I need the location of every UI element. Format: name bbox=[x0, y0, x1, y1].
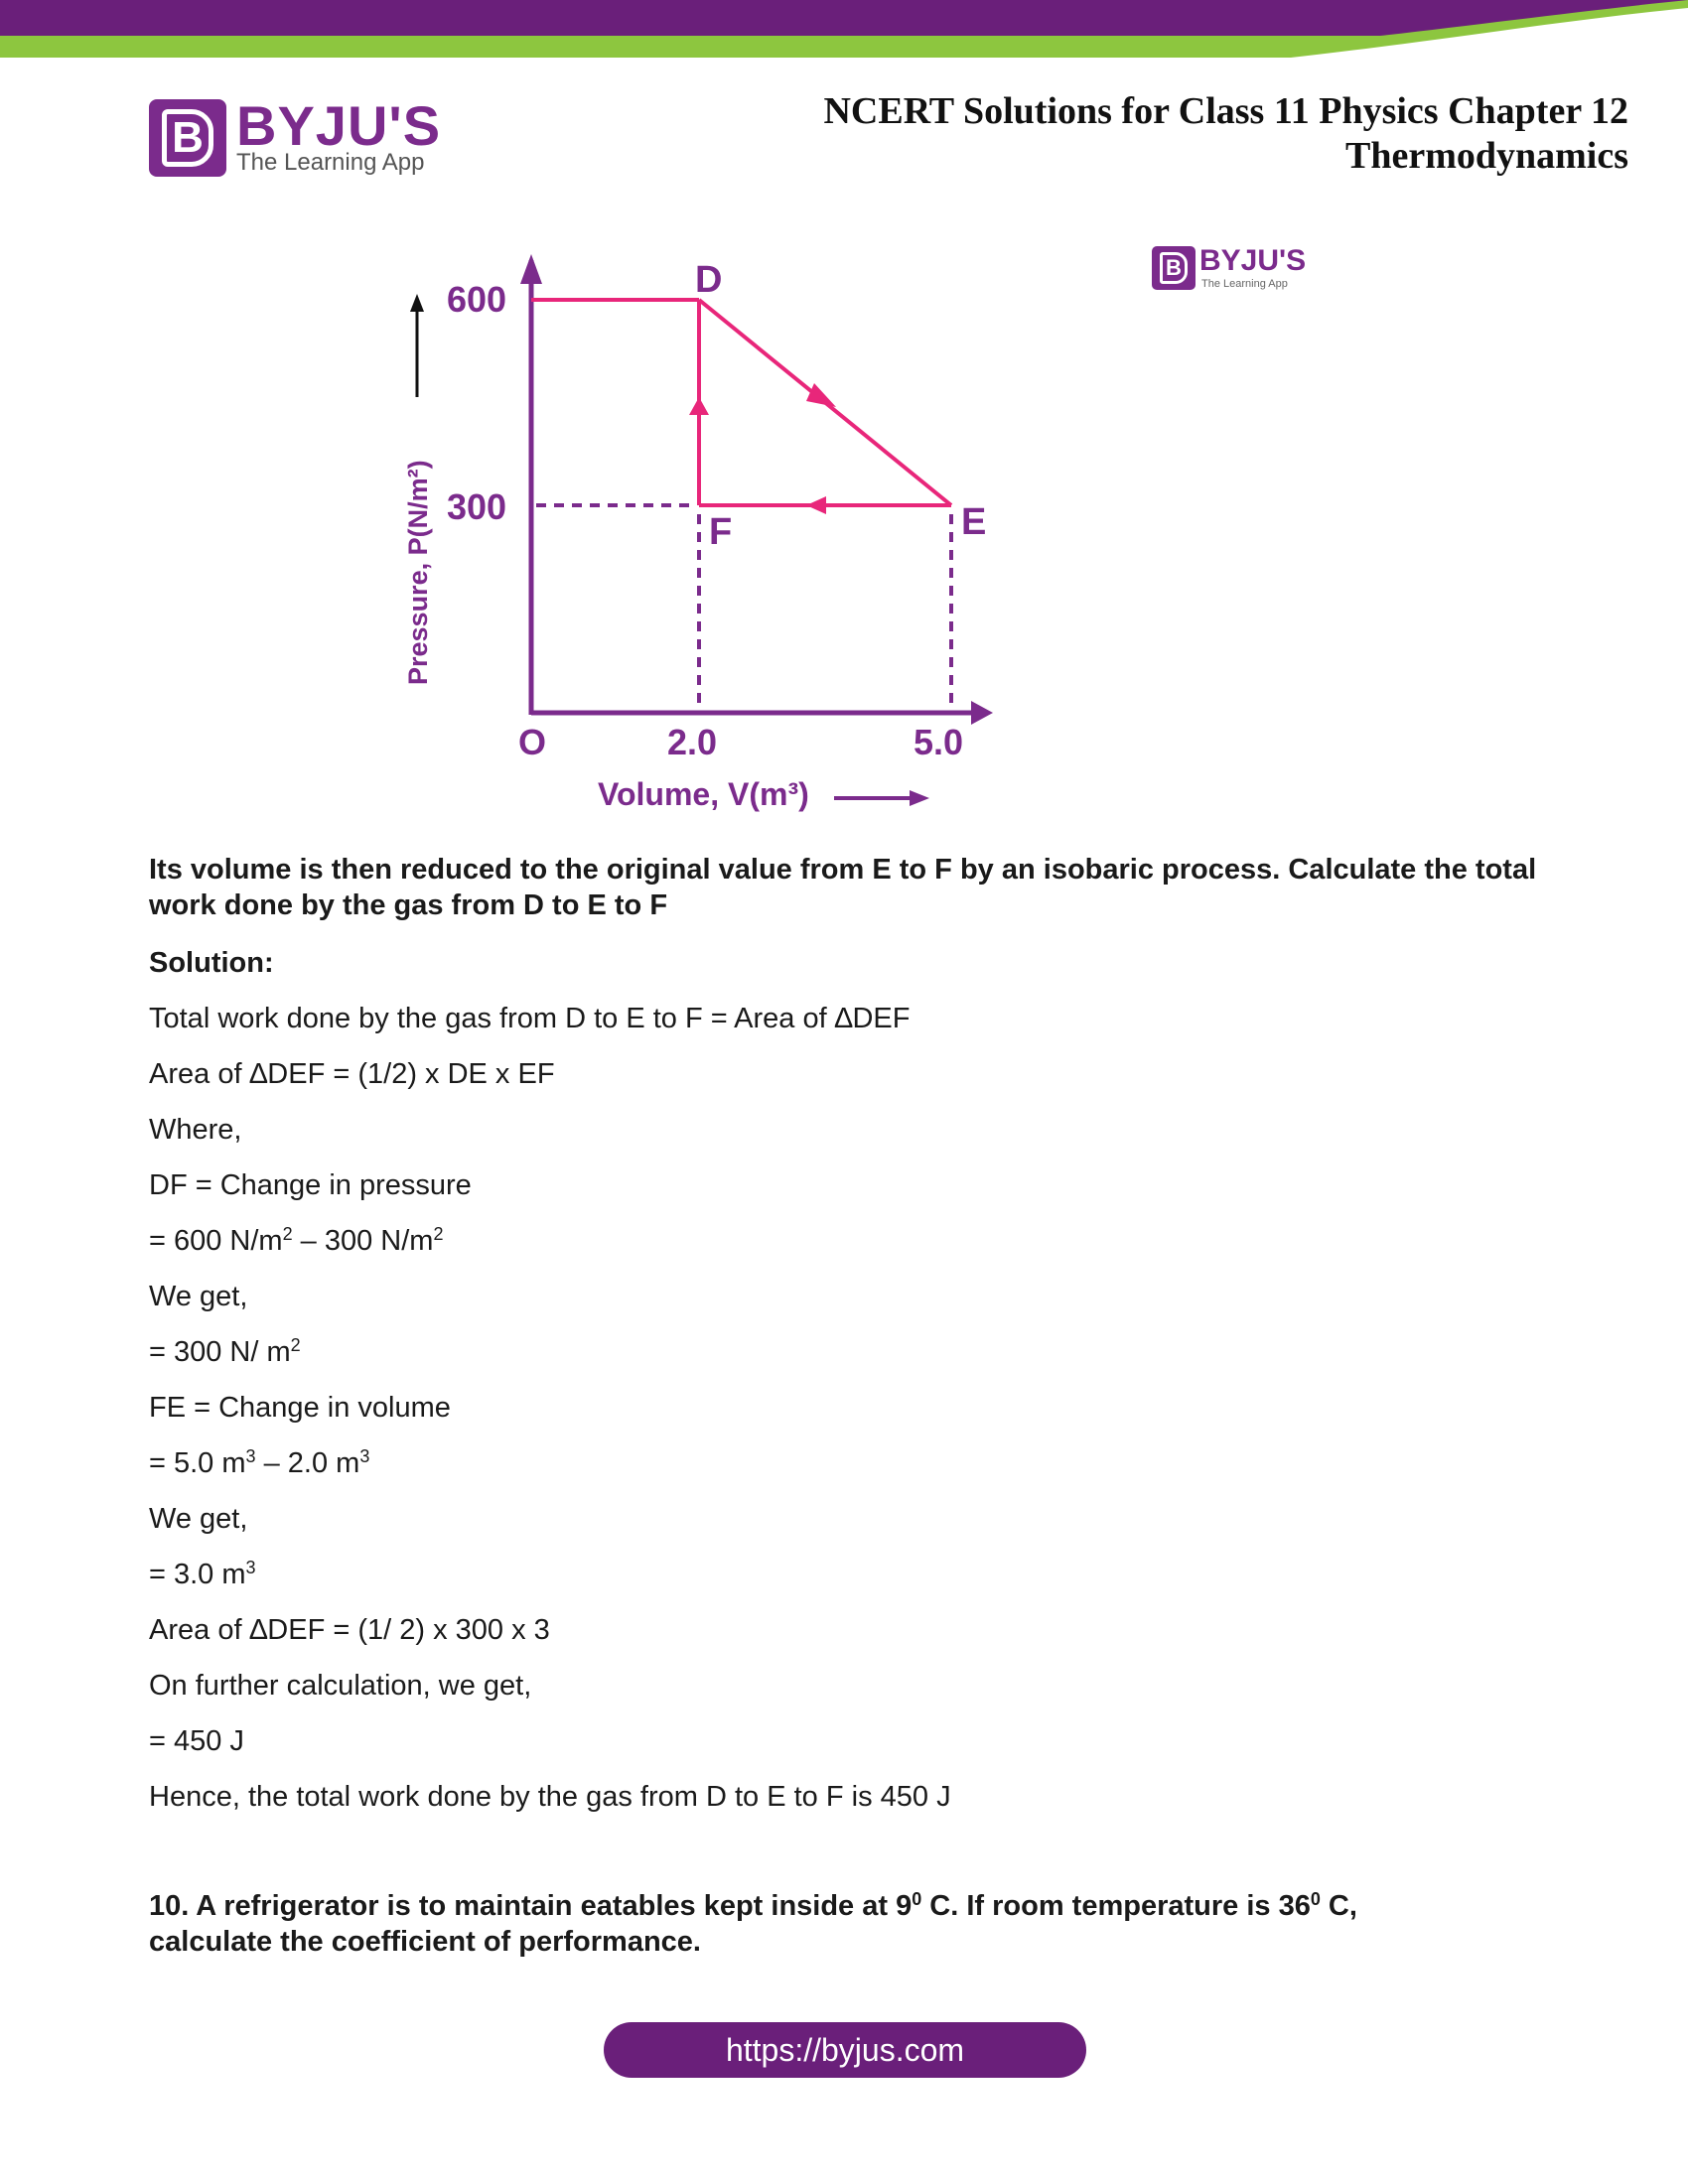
x-axis-label: Volume, V(m³) bbox=[598, 776, 809, 812]
point-f-label: F bbox=[709, 511, 733, 553]
y-tick-300: 300 bbox=[447, 486, 507, 527]
x-tick-2: 2.0 bbox=[667, 722, 718, 762]
top-banner bbox=[0, 0, 1688, 58]
title-line-2: Thermodynamics bbox=[1345, 135, 1628, 177]
solution-line: Area of ∆DEF = (1/2) x DE x EF bbox=[149, 1058, 555, 1090]
point-d-label: D bbox=[695, 259, 723, 301]
solution-line: DF = Change in pressure bbox=[149, 1169, 472, 1201]
pv-diagram bbox=[377, 248, 1033, 824]
byjus-small-badge-icon: B bbox=[1152, 246, 1196, 290]
y-tick-600: 600 bbox=[447, 279, 507, 320]
x-axis-arrowhead bbox=[971, 701, 993, 725]
question-10-line-2: calculate the coefficient of performance. bbox=[149, 1926, 701, 1958]
solution-line: = 600 $N/m^2 - 300$ $N/m^2$ bbox=[149, 1224, 444, 1257]
arrow-f-to-d bbox=[689, 397, 709, 415]
question-text: Its volume is then reduced to the original value from E to F by an isobaric process. Calculate the total work done by the gas from D to E to F bbox=[149, 854, 1537, 921]
y-axis-label-group bbox=[403, 294, 433, 685]
solution-line: We get, bbox=[149, 1503, 248, 1535]
solution-line: = 3.0 $m^3$ bbox=[149, 1558, 256, 1590]
solution-line: Area of ∆DEF = (1/ 2) x 300 x 3 bbox=[149, 1614, 550, 1646]
title-line-1: NCERT Solutions for Class 11 Physics Chapter 12 bbox=[823, 90, 1628, 132]
watermark-tagline: The Learning App bbox=[1201, 278, 1288, 290]
y-axis-label: Pressure, P(N/m²) bbox=[403, 460, 433, 685]
solution-line: Total work done by the gas from D to E to F = Area of ∆DEF bbox=[149, 1003, 911, 1034]
solution-line: We get, bbox=[149, 1281, 248, 1312]
y-axis-arrowhead bbox=[520, 254, 542, 284]
x-tick-5: 5.0 bbox=[914, 722, 964, 762]
point-e-label: E bbox=[961, 501, 987, 543]
solution-line: Hence, the total work done by the gas from D to E to F is 450 J bbox=[149, 1781, 951, 1813]
byjus-watermark-logo bbox=[1152, 246, 1321, 296]
solution-content bbox=[149, 852, 1559, 1815]
solution-line: On further calculation, we get, bbox=[149, 1670, 532, 1702]
solution-line: = 450 J bbox=[149, 1725, 244, 1757]
solution-line: = 5.0 $m^3 - 2.0$ $m^3$ bbox=[149, 1446, 370, 1479]
solution-heading: Solution: bbox=[149, 947, 274, 979]
brand-name: BYJU'S bbox=[236, 94, 442, 157]
arrow-e-to-f bbox=[806, 496, 826, 514]
solution-line: = 300 N/ $m^2$ bbox=[149, 1335, 301, 1368]
question-10-line-1: 10. A refrigerator is to maintain eatables kept inside at $9^0$ C. If room temperature is $36^0$ C, bbox=[149, 1889, 1357, 1922]
page-title bbox=[735, 89, 1628, 179]
watermark-brand-name: BYJU'S bbox=[1199, 244, 1307, 277]
solution-line: FE = Change in volume bbox=[149, 1392, 451, 1424]
solution-line: Where, bbox=[149, 1114, 242, 1146]
byjus-logo bbox=[149, 94, 447, 179]
origin-label: O bbox=[518, 722, 547, 762]
byjus-badge-icon: B bbox=[149, 99, 226, 177]
footer-url-link[interactable]: https://byjus.com bbox=[604, 2022, 1086, 2078]
brand-tagline: The Learning App bbox=[236, 149, 425, 176]
arrow-d-to-e bbox=[806, 383, 836, 407]
question-10 bbox=[149, 1888, 1559, 1960]
